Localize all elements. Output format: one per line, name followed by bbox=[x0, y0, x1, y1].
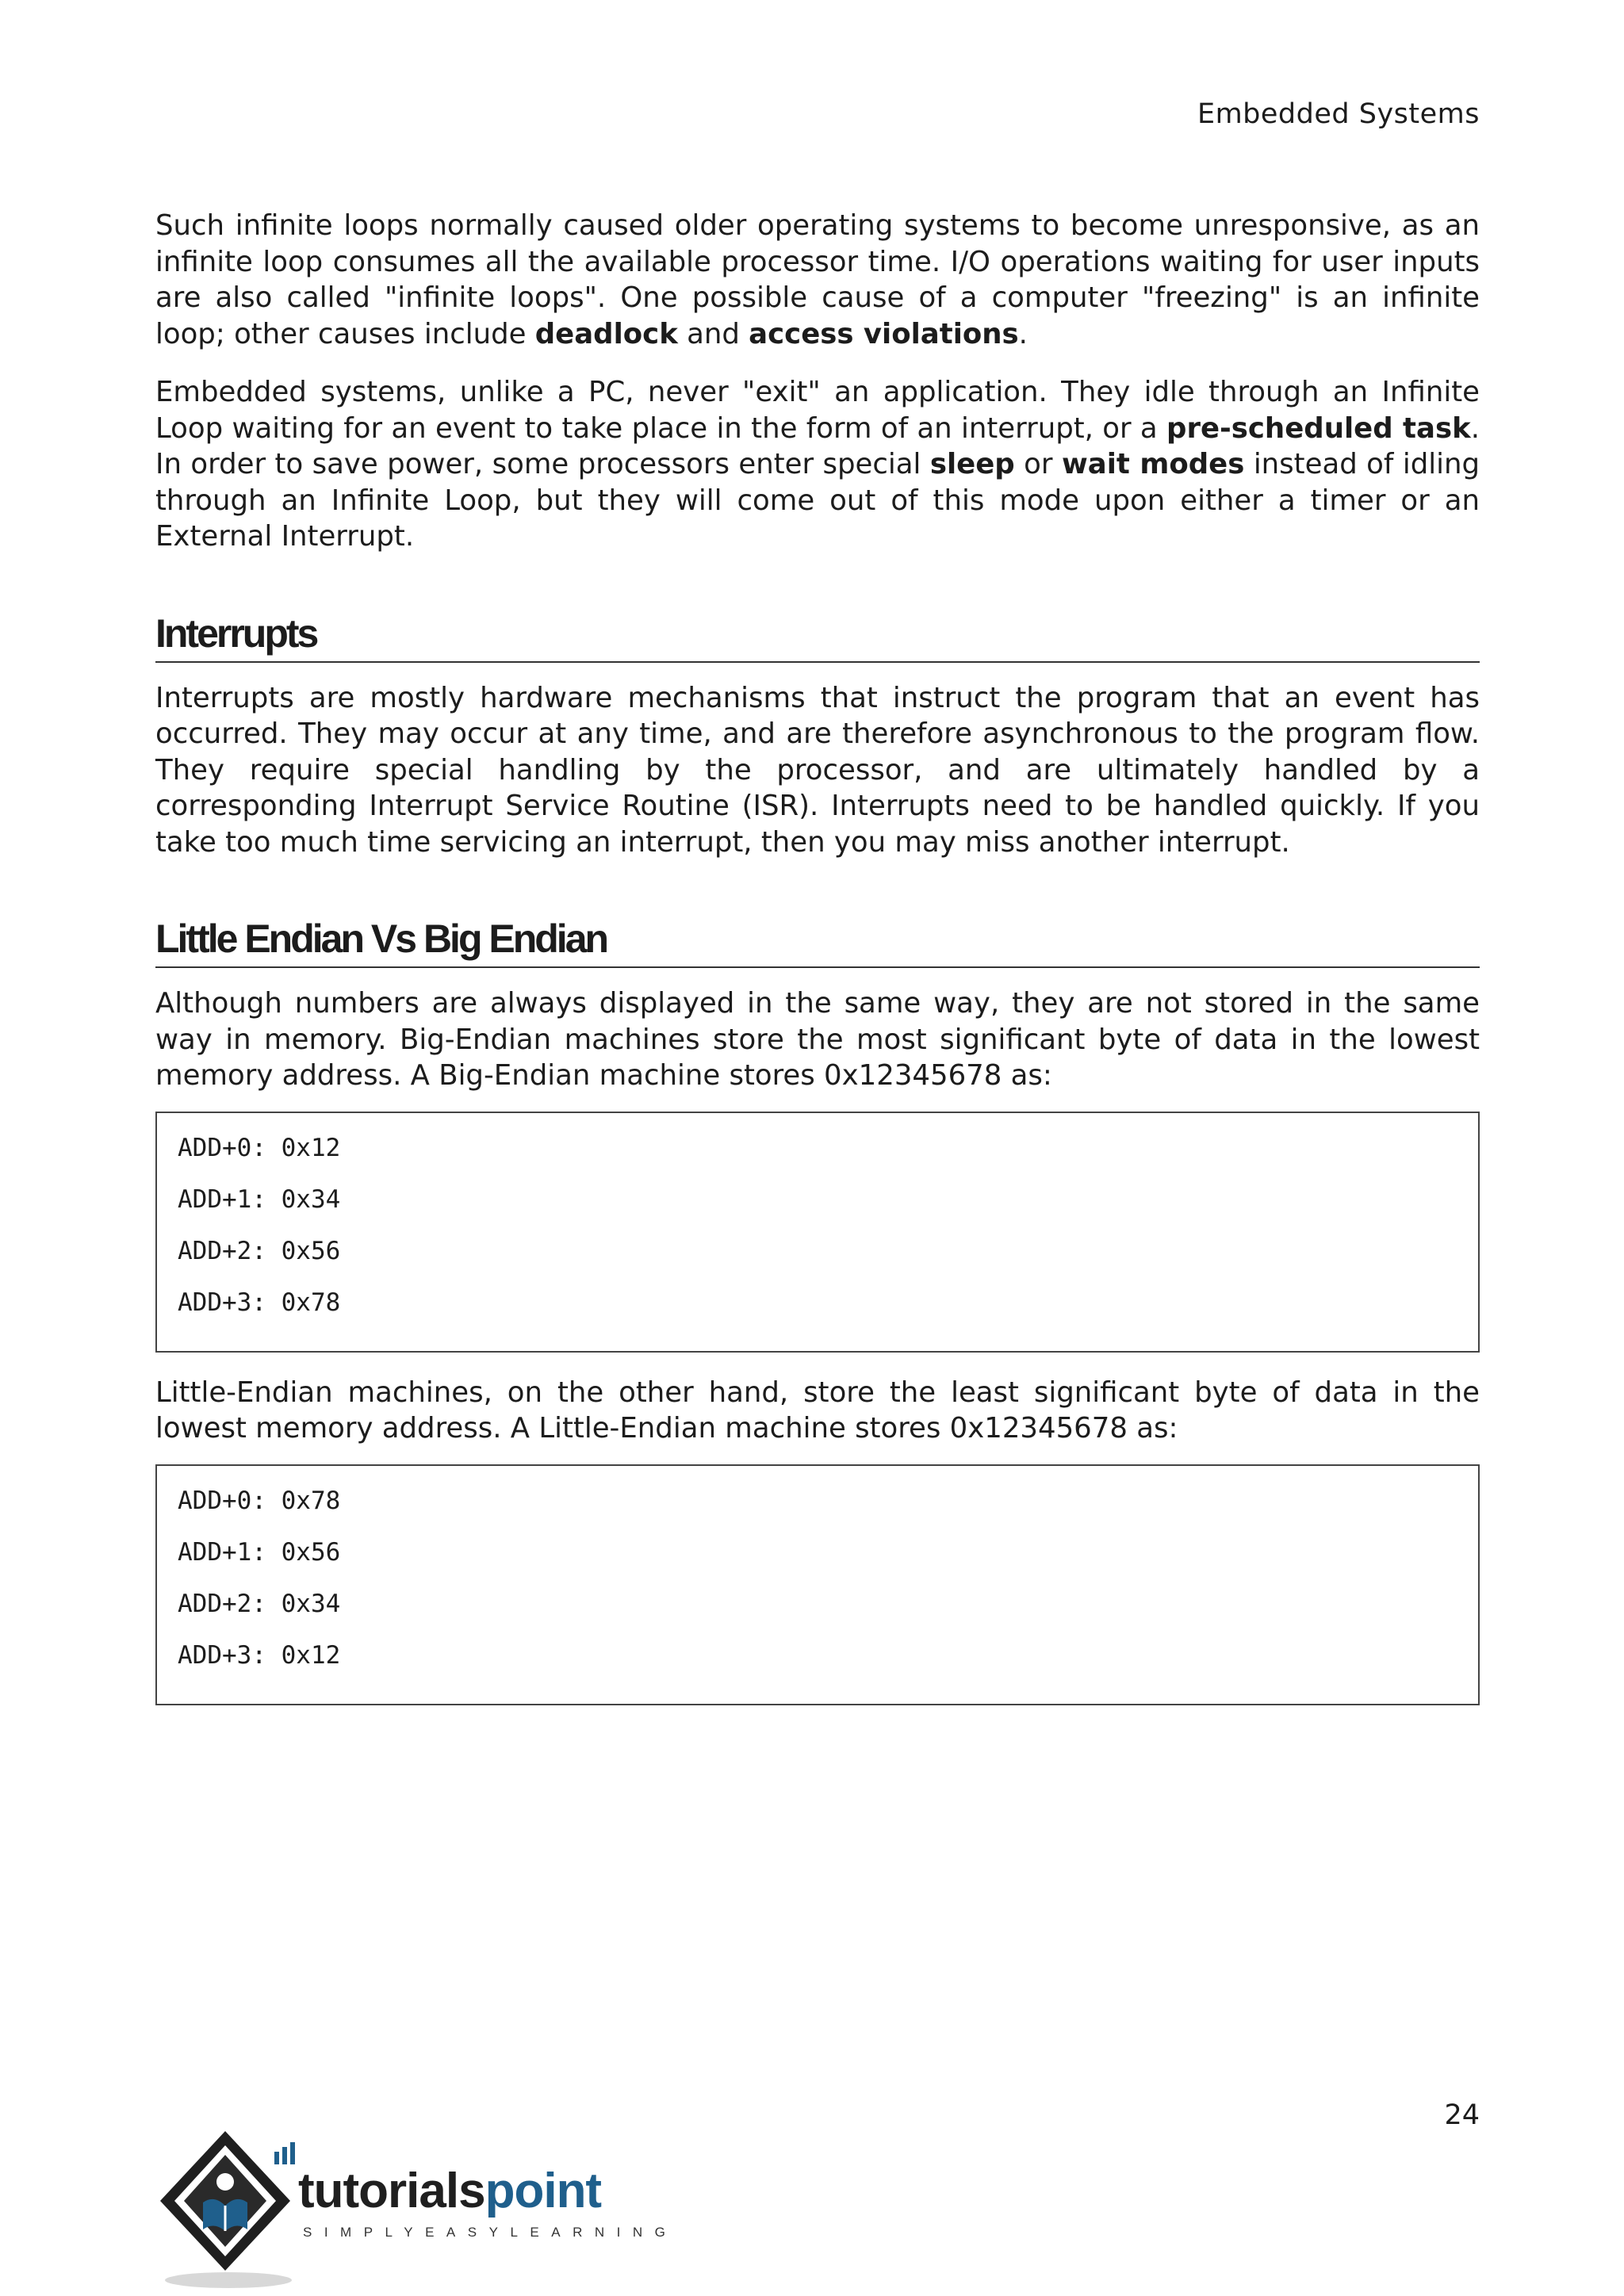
logo-diamond-icon bbox=[155, 2122, 298, 2296]
code-line: ADD+2: 0x34 bbox=[178, 1589, 341, 1618]
heading-endian: Little Endian Vs Big Endian bbox=[155, 916, 1480, 968]
paragraph-big-endian-intro: Although numbers are always displayed in the same way, they are not stored in the same way in memory. Big-Endian machines store the most significant byte of data in the lowest memory address. A Big-Endian machine stores 0x12345678 as: bbox=[155, 987, 1480, 1092]
paragraph-infinite-loops: Such infinite loops normally caused older operating systems to become unresponsive, as an infinite loop consumes all the available processor time. I/O operations waiting for user inputs are also called "infinite loops". One possible cause of a computer "freezing" is an infinite loop; other causes include deadlock and access violations. bbox=[155, 209, 1480, 350]
code-line: ADD+3: 0x12 bbox=[178, 1640, 341, 1670]
code-line: ADD+2: 0x56 bbox=[178, 1236, 341, 1265]
term-wait-modes: wait modes bbox=[1061, 448, 1245, 480]
code-line: ADD+1: 0x34 bbox=[178, 1184, 341, 1214]
heading-interrupts: Interrupts bbox=[155, 610, 1480, 663]
term-pre-scheduled-task: pre-scheduled task bbox=[1166, 411, 1471, 445]
logo-wordmark: tutorialspoint bbox=[298, 2164, 602, 2218]
paragraph-embedded-idle: Embedded systems, unlike a PC, never "exit" an application. They idle through an Infinite Loop waiting for an event to take place in the form of an interrupt, or a pre-scheduled task. In order to save power, some processors enter special sleep or wait modes instead of idling through an Infinite Loop, but they will come out of this mode upon either a timer or an External Interrupt. bbox=[155, 376, 1480, 553]
term-deadlock: deadlock bbox=[534, 317, 678, 350]
code-line: ADD+0: 0x78 bbox=[178, 1486, 341, 1515]
term-access-violations: access violations bbox=[749, 317, 1019, 350]
page-number: 24 bbox=[1444, 2099, 1480, 2131]
code-block-little-endian bbox=[155, 1464, 1480, 1705]
tutorialspoint-logo bbox=[155, 2122, 678, 2296]
paragraph-little-endian-intro: Little-Endian machines, on the other hand, store the least significant byte of data in the lowest memory address. A Little-Endian machine stores 0x12345678 as: bbox=[155, 1376, 1480, 1445]
code-line: ADD+0: 0x12 bbox=[178, 1133, 341, 1162]
page-content bbox=[155, 208, 1480, 1728]
code-line: ADD+1: 0x56 bbox=[178, 1537, 341, 1567]
logo-tagline: SIMPLYEASYLEARNING bbox=[303, 2225, 678, 2240]
code-line: ADD+3: 0x78 bbox=[178, 1288, 341, 1317]
code-block-big-endian bbox=[155, 1112, 1480, 1353]
term-sleep: sleep bbox=[929, 448, 1015, 480]
paragraph-interrupts: Interrupts are mostly hardware mechanisms that instruct the program that an event has occurred. They may occur at any time, and are therefore asynchronous to the program flow. They require special handling by the processor, and are ultimately handled by a corresponding Interrupt Service Routine (ISR). Interrupts need to be handled quickly. If you take too much time servicing an interrupt, then you may miss another interrupt. bbox=[155, 681, 1480, 859]
running-header: Embedded Systems bbox=[1197, 98, 1480, 130]
